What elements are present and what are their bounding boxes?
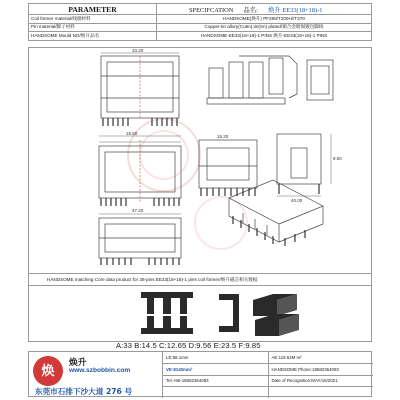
- parameter-heading: PARAMETER: [29, 4, 157, 15]
- brand-url-link[interactable]: www.szbobbin.com: [69, 367, 131, 374]
- brand-name: 焕升: [69, 358, 87, 368]
- matching-core-note: HANDSOME matching Core data product for 36-pins EE33(18+18)-1 pins coil former/焕升磁芯相关数据: [28, 274, 372, 286]
- info-cell: HANDSOME Phone:18682364083: [268, 364, 373, 376]
- bobbin-drawing: [28, 47, 372, 274]
- spec-table-header-row: [29, 4, 372, 15]
- dimension-label: 47.20: [132, 208, 144, 213]
- dimension-label: 15.20: [217, 134, 229, 139]
- product-name: 焕升 EE33(18+18)-1: [267, 6, 323, 14]
- info-cell: Date of Recognition:MAY/16/2021: [268, 375, 373, 387]
- dimension-label: 16.50: [126, 131, 138, 136]
- specification-heading-text: SPECIFCATION: [189, 6, 234, 14]
- info-row: [163, 375, 373, 387]
- info-cell: Tel:+86-18682364083: [163, 375, 268, 387]
- core-drawing: [28, 286, 372, 342]
- info-cell: [163, 387, 268, 399]
- spec-row: [29, 23, 372, 32]
- dimension-label: 9.00: [333, 156, 342, 161]
- info-row: [163, 364, 373, 376]
- info-cell: LE:68.1mm: [163, 352, 268, 364]
- spec-row-value: Copper-tin allory(Cu6n),tin(Sn) plated/铜合金镀锡镀包脚线: [157, 23, 372, 32]
- spec-row-label: HANDSOME Mould NO/焕升品名: [29, 32, 157, 41]
- info-cell: VE:8140mm³: [163, 364, 268, 376]
- brand-address: 东莞市石排下沙大道 276 号: [35, 387, 133, 396]
- core-dimensions: A:33 B:14.5 C:12.65 D:9.56 E:23.5 F:9.85: [116, 341, 261, 350]
- info-cell: [268, 387, 373, 399]
- specification-heading: [157, 4, 372, 15]
- spec-row-label: Coil former material/线圈材料: [29, 15, 157, 24]
- info-row: [163, 387, 373, 399]
- info-grid: [163, 352, 373, 398]
- info-row: [163, 352, 373, 364]
- spec-table: [28, 3, 372, 41]
- technical-drawing-svg: [29, 48, 372, 274]
- dimension-label: 33.20: [132, 48, 144, 53]
- core-drawing-svg: [29, 286, 373, 342]
- spec-row: [29, 15, 372, 24]
- brand-block: [29, 352, 163, 398]
- footer: [28, 351, 372, 397]
- spec-row: [29, 32, 372, 41]
- product-name-label: 品名:: [243, 6, 258, 14]
- spec-row-label: Pin material/脚子材料: [29, 23, 157, 32]
- spec-row-value: HANDSOME(焕升) PF268/T200H//T370: [157, 15, 372, 24]
- info-cell: AE:119.62M m²: [268, 352, 373, 364]
- spec-row-value: HANDSOME-EE33(18+18)-1 PINS 焕升-EE33(18+18)-1 PINS: [157, 32, 372, 41]
- dimension-label: 40.00: [291, 198, 303, 203]
- brand-logo-icon: 焕: [33, 356, 63, 386]
